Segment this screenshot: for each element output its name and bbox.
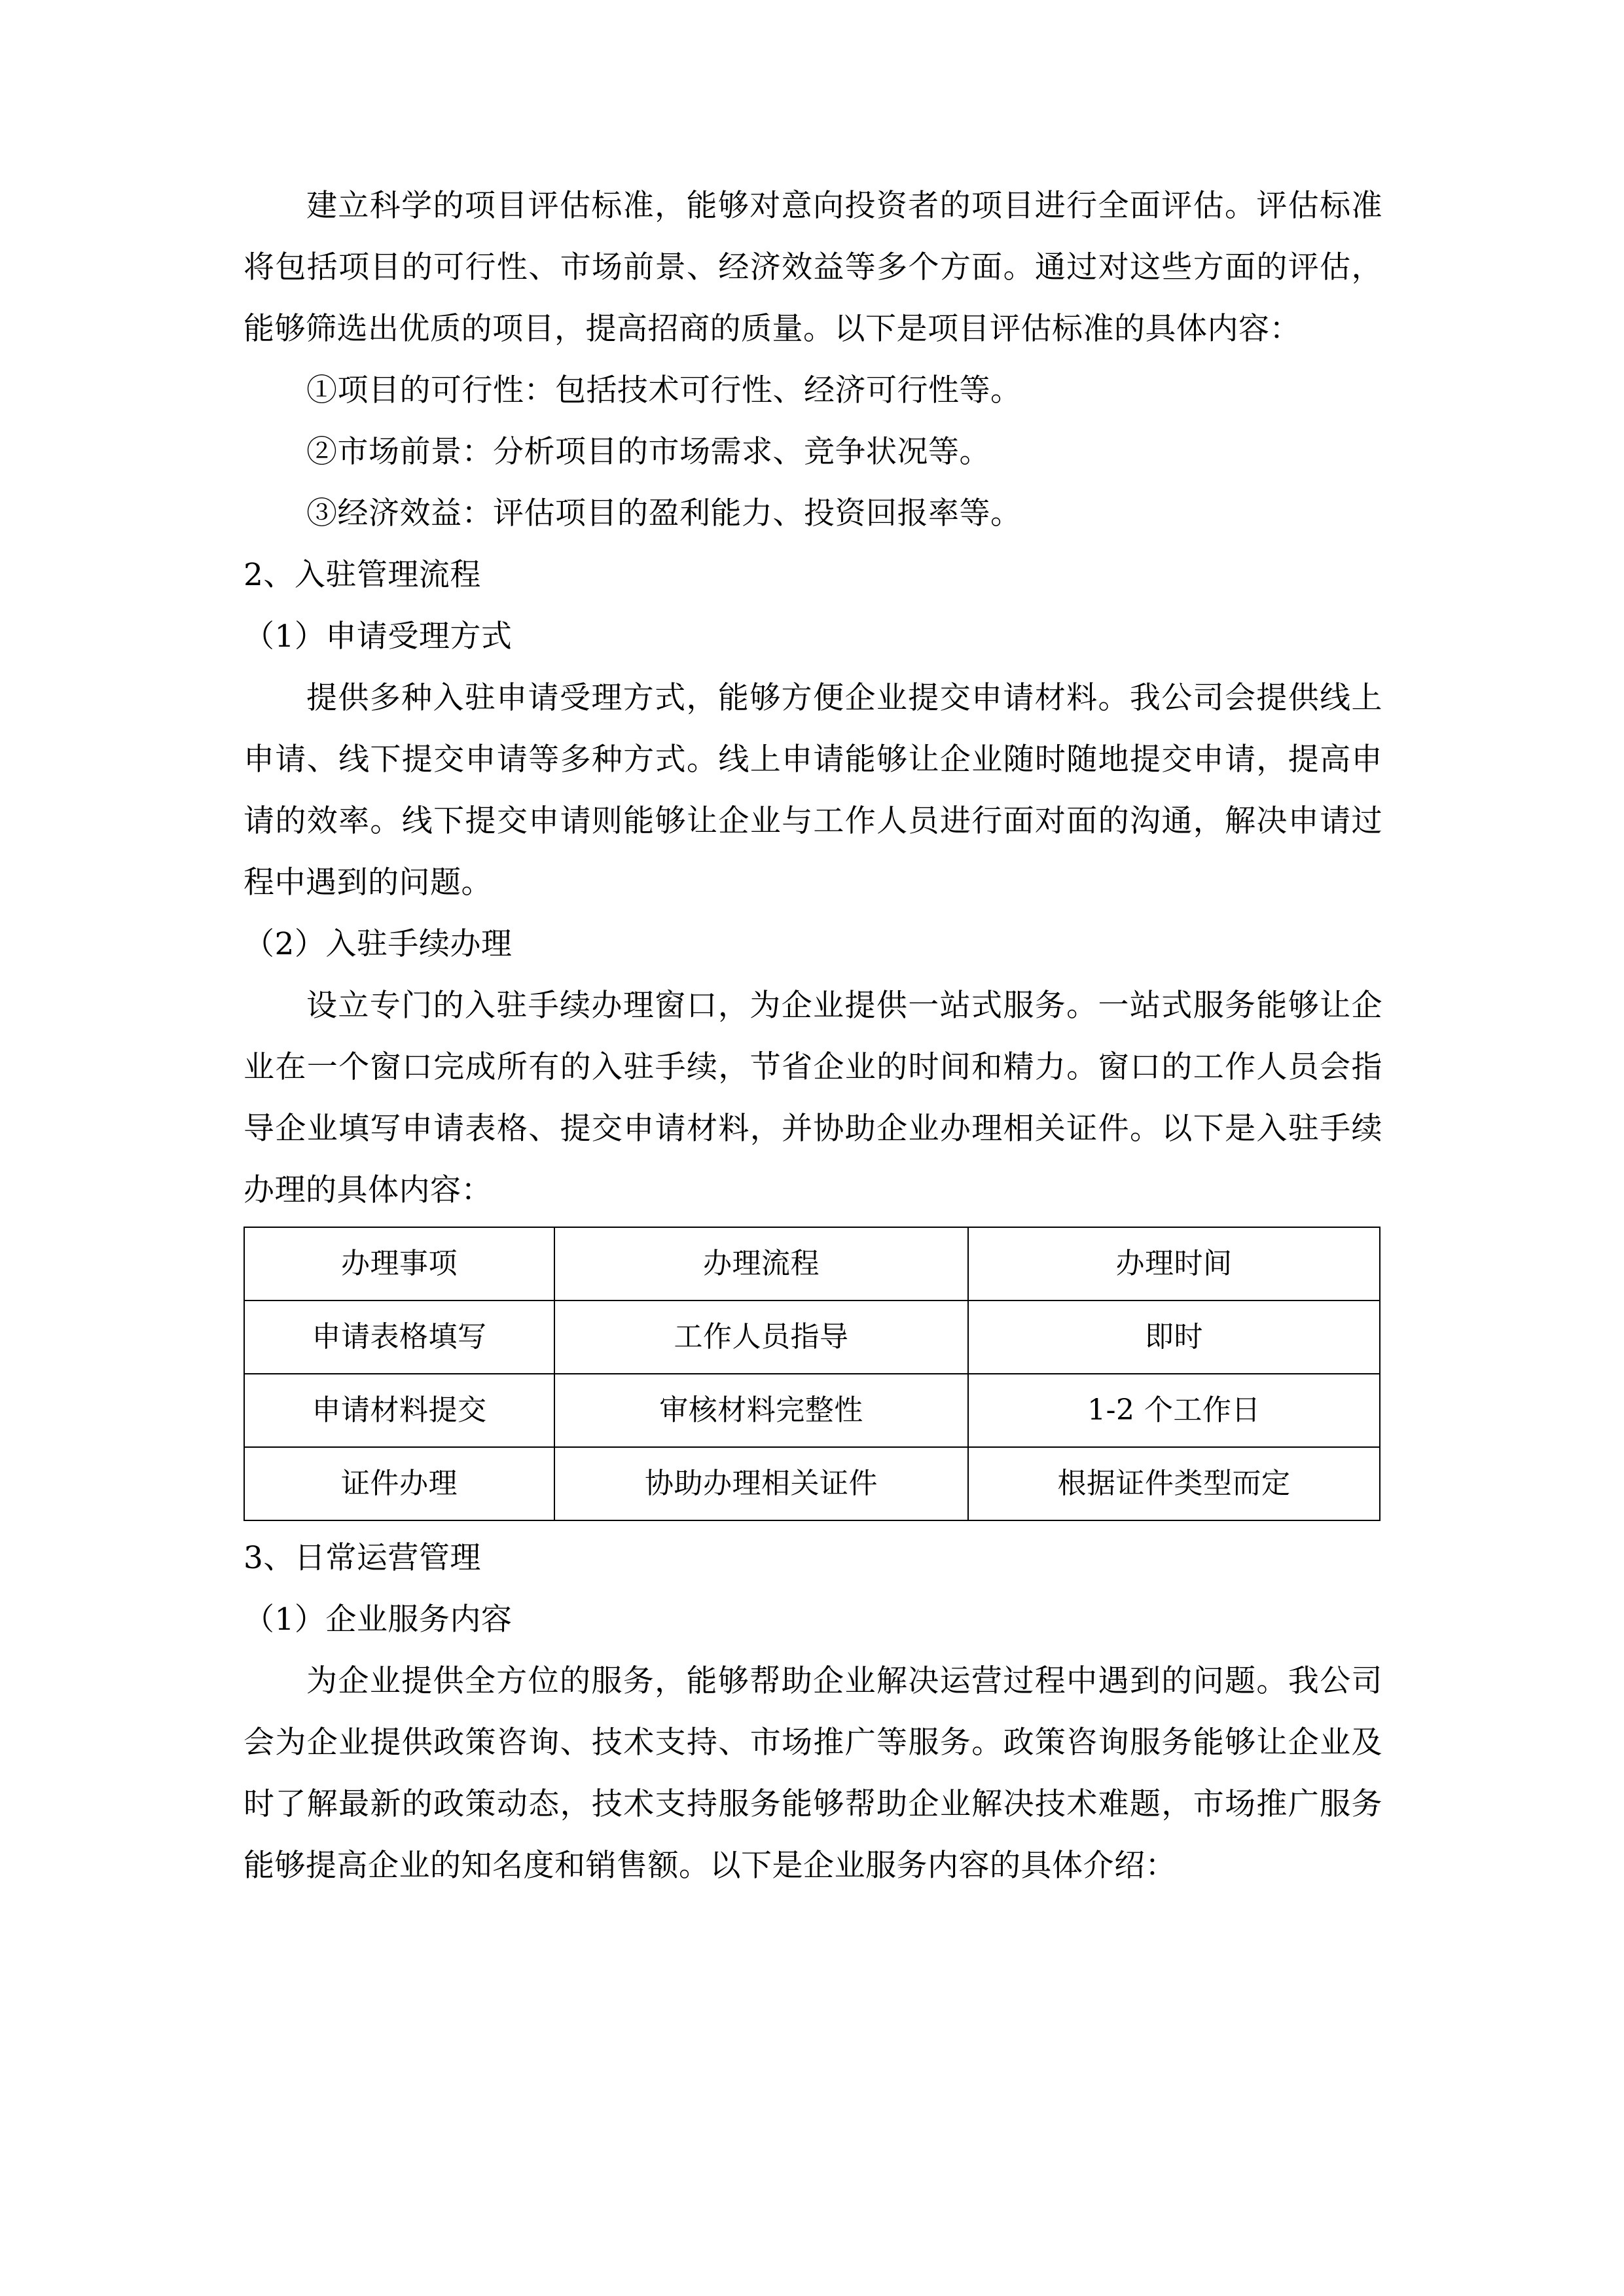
table-header-row <box>244 1227 1380 1300</box>
table-cell-time: 即时 <box>968 1300 1380 1374</box>
paragraph-settlement-formalities: 设立专门的入驻手续办理窗口，为企业提供一站式服务。一站式服务能够让企业在一个窗口完成所有的入驻手续，节省企业的时间和精力。窗口的工作人员会指导企业填写申请表格、提交申请材料，并协助企业办理相关证件。以下是入驻手续办理的具体内容： <box>244 988 1382 1208</box>
table-header-cell-time: 办理时间 <box>968 1227 1380 1300</box>
subheading-application-acceptance-method: （1）申请受理方式 <box>244 619 513 655</box>
enum-item-market-prospect: ②市场前景：分析项目的市场需求、竞争状况等。 <box>306 434 990 470</box>
table-cell-process: 协助办理相关证件 <box>554 1447 968 1520</box>
enum-item-economic-benefit: ③经济效益：评估项目的盈利能力、投资回报率等。 <box>306 495 1022 531</box>
table-cell-item: 申请表格填写 <box>244 1300 554 1374</box>
subheading-settlement-formalities: （2）入驻手续办理 <box>244 926 513 962</box>
enum-item-feasibility: ①项目的可行性：包括技术可行性、经济可行性等。 <box>306 372 1022 408</box>
table-header-cell-item: 办理事项 <box>244 1227 554 1300</box>
table-header-cell-process: 办理流程 <box>554 1227 968 1300</box>
paragraph-enterprise-service-content: 为企业提供全方位的服务，能够帮助企业解决运营过程中遇到的问题。我公司会为企业提供政策咨询、技术支持、市场推广等服务。政策咨询服务能够让企业及时了解最新的政策动态，技术支持服务能够帮助企业解决技术难题，市场推广服务能够提高企业的知名度和销售额。以下是企业服务内容的具体介绍： <box>244 1663 1382 1884</box>
table-cell-item: 证件办理 <box>244 1447 554 1520</box>
table-row <box>244 1447 1380 1520</box>
table-row <box>244 1300 1380 1374</box>
paragraph-project-evaluation-standard: 建立科学的项目评估标准，能够对意向投资者的项目进行全面评估。评估标准将包括项目的可行性、市场前景、经济效益等多个方面。通过对这些方面的评估，能够筛选出优质的项目，提高招商的质量。以下是项目评估标准的具体内容： <box>244 188 1382 347</box>
table-row <box>244 1374 1380 1447</box>
paragraph-application-acceptance-method: 提供多种入驻申请受理方式，能够方便企业提交申请材料。我公司会提供线上申请、线下提交申请等多种方式。线上申请能够让企业随时随地提交申请，提高申请的效率。线下提交申请则能够让企业与工作人员进行面对面的沟通，解决申请过程中遇到的问题。 <box>244 680 1382 901</box>
table-cell-item: 申请材料提交 <box>244 1374 554 1447</box>
table-cell-process: 工作人员指导 <box>554 1300 968 1374</box>
table-settlement-formalities <box>244 1227 1380 1521</box>
table-cell-time: 根据证件类型而定 <box>968 1447 1380 1520</box>
table-cell-process: 审核材料完整性 <box>554 1374 968 1447</box>
heading-daily-operation-management: 3、日常运营管理 <box>244 1540 481 1576</box>
table-cell-time: 1-2 个工作日 <box>968 1374 1380 1447</box>
document-content <box>244 175 1382 1897</box>
subheading-enterprise-service-content: （1）企业服务内容 <box>244 1602 513 1638</box>
heading-settlement-management-process: 2、入驻管理流程 <box>244 557 481 593</box>
